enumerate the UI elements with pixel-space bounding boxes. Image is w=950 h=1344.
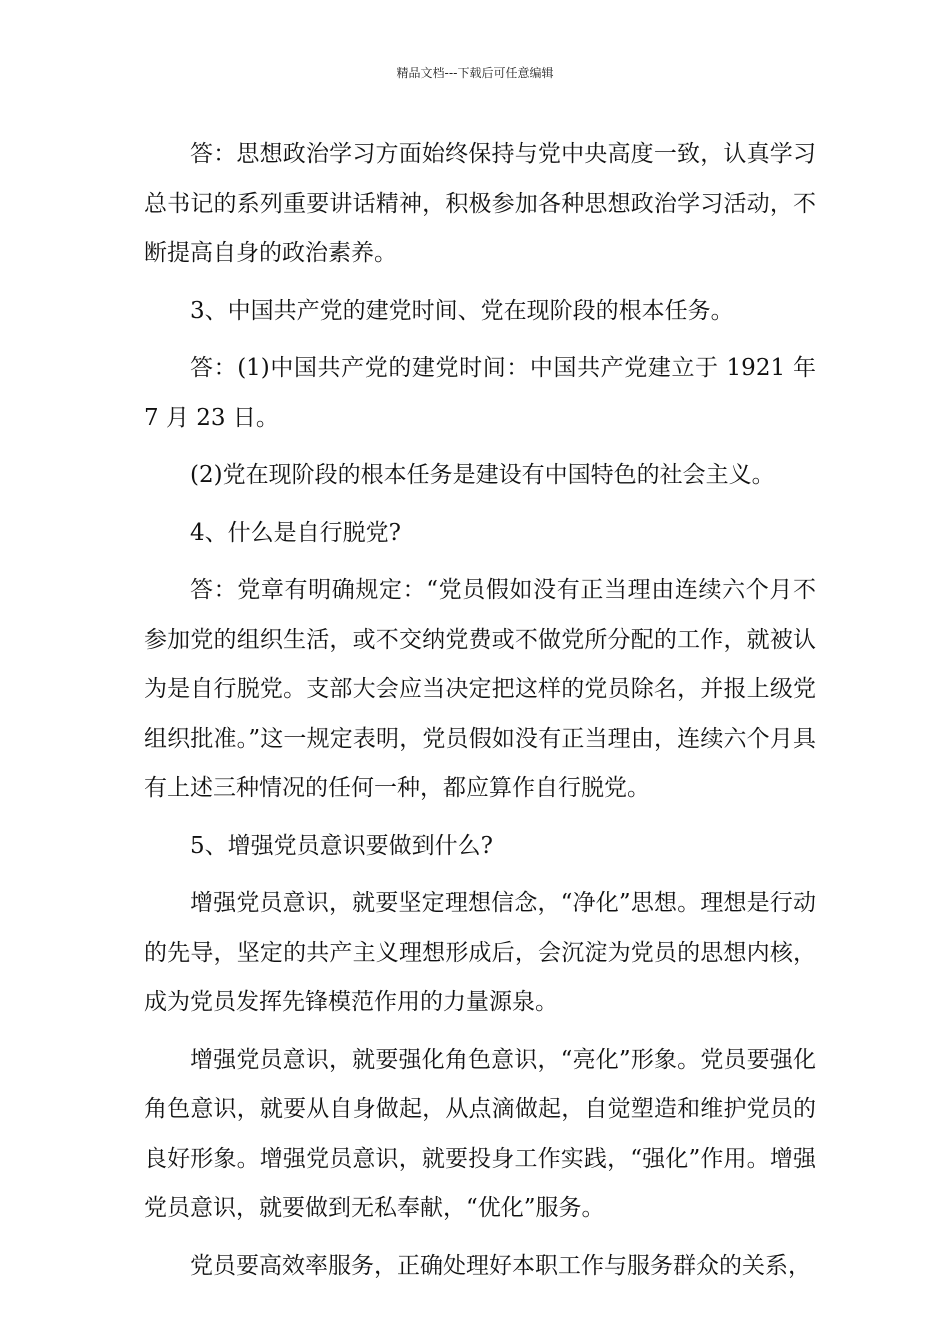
document-body — [144, 130, 816, 1291]
paragraph-answer-political-study: 答：思想政治学习方面始终保持与党中央高度一致，认真学习总书记的系列重要讲话精神，积极参加各种思想政治学习活动，不断提高自身的政治素养。 — [144, 141, 816, 266]
paragraph-answer-self-withdrawal: 答：党章有明确规定：“党员假如没有正当理由连续六个月不参加党的组织生活，或不交纳党费或不做党所分配的工作，就被认为是自行脱党。支部大会应当决定把这样的党员除名，并报上级党组织批准。”这一规定表明，党员假如没有正当理由，连续六个月具有上述三种情况的任何一种，都应算作自行脱党。 — [144, 577, 816, 801]
paragraph-efficient-service: 党员要高效率服务，正确处理好本职工作与服务群众的关系， — [190, 1252, 811, 1279]
page-header: 精品文档---下载后可任意编辑 — [396, 66, 554, 80]
heading-question-4: 4、什么是自行脱党? — [190, 519, 401, 546]
heading-question-5: 5、增强党员意识要做到什么? — [190, 832, 493, 859]
paragraph-answer-founding-date: 答：(1)中国共产党的建党时间：中国共产党建立于 1921 年 7 月 23 日。 — [144, 355, 816, 431]
paragraph-purify-thought: 增强党员意识，就要坚定理想信念，“净化”思想。理想是行动的先导，坚定的共产主义理想形成后，会沉淀为党员的思想内核，成为党员发挥先锋模范作用的力量源泉。 — [144, 890, 816, 1015]
paragraph-role-awareness: 增强党员意识，就要强化角色意识，“亮化”形象。党员要强化角色意识，就要从自身做起，从点滴做起，自觉塑造和维护党员的良好形象。增强党员意识，就要投身工作实践，“强化”作用。增强党员意识，就要做到无私奉献，“优化”服务。 — [144, 1046, 816, 1221]
paragraph-fundamental-task: (2)党在现阶段的根本任务是建设有中国特色的社会主义。 — [190, 462, 775, 488]
heading-question-3: 3、中国共产党的建党时间、党在现阶段的根本任务。 — [190, 297, 734, 324]
